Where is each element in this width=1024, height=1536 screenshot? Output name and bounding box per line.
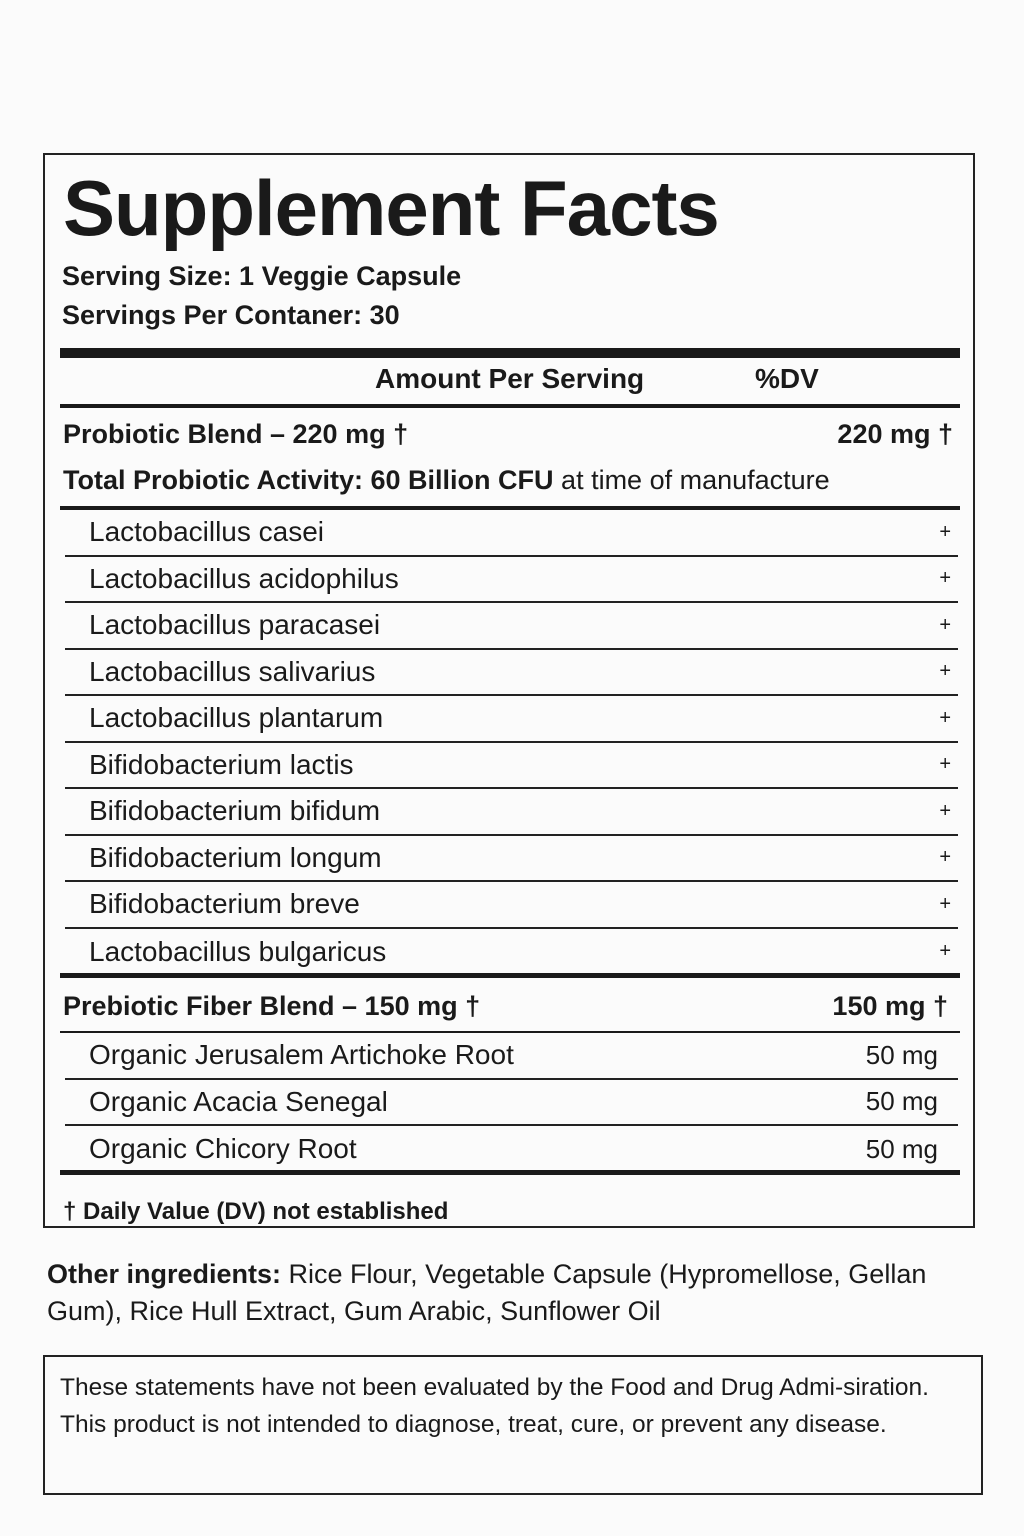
serving-size: Serving Size: 1 Veggie Capsule [62,261,462,291]
ingredient-amount: + [939,660,951,683]
ingredient-row [65,696,958,743]
ingredient-row [65,1126,958,1173]
ingredient-row [65,836,958,883]
ingredient-name: Lactobacillus bulgaricus [89,935,387,967]
prebiotic-blend-label: Prebiotic Fiber Blend – 150 mg † [63,991,481,1021]
ingredient-row [65,650,958,697]
ingredient-amount: + [939,520,951,543]
thick-divider [60,973,960,978]
dv-header: %DV [755,363,819,394]
fda-disclaimer: These statements have not been evaluated by the Food and Drug Admi-siration. This product is not intended to diagnose, treat, cure, or prevent any disease. [43,1355,983,1495]
ingredient-name: Lactobacillus plantarum [89,702,384,734]
footnote: † Daily Value (DV) not established [63,1198,449,1225]
activity-rest: at time of manufacture [553,465,830,495]
ingredient-amount: 50 mg [865,1133,938,1164]
probiotic-blend-dv: 220 mg † [837,419,953,449]
ingredient-row [65,929,958,976]
ingredient-name: Bifidobacterium longum [89,841,382,873]
thick-divider [60,348,960,358]
amount-header: Amount Per Serving [375,363,645,394]
probiotic-blend-row [63,419,953,450]
ingredient-name: Lactobacillus salivarius [89,655,376,687]
ingredient-row [65,557,958,604]
ingredient-row [65,743,958,790]
activity-bold: Total Probiotic Activity: 60 Billion CFU [63,465,554,495]
ingredient-row [65,1080,958,1127]
ingredient-name: Organic Chicory Root [89,1133,357,1165]
panel-title: Supplement Facts [63,164,719,252]
supplement-facts-panel [43,153,975,1228]
ingredient-name: Lactobacillus acidophilus [89,562,399,594]
ingredient-name: Bifidobacterium lactis [89,748,354,780]
prebiotic-blend-row [63,991,948,1022]
ingredient-amount: + [939,706,951,729]
servings-per-container: Servings Per Contaner: 30 [62,300,400,330]
ingredient-row [65,882,958,929]
thick-divider [60,1170,960,1175]
other-ingredients [47,1256,967,1330]
ingredient-amount: + [939,567,951,590]
prebiotic-blend-dv: 150 mg † [832,991,948,1021]
divider [60,404,960,408]
ingredient-amount: 50 mg [865,1086,938,1117]
other-ingredients-label: Other ingredients: [47,1259,282,1289]
ingredient-name: Organic Jerusalem Artichoke Root [89,1039,514,1071]
ingredient-row [65,789,958,836]
ingredient-name: Bifidobacterium breve [89,888,360,920]
ingredient-name: Organic Acacia Senegal [89,1085,388,1117]
ingredient-amount: + [939,846,951,869]
ingredient-name: Lactobacillus paracasei [89,609,381,641]
ingredient-row [65,1033,958,1080]
ingredient-name: Lactobacillus casei [89,516,325,548]
ingredient-amount: 50 mg [865,1039,938,1070]
probiotic-blend-label: Probiotic Blend – 220 mg † [63,419,409,449]
ingredient-row [65,603,958,650]
ingredient-name: Bifidobacterium bifidum [89,795,381,827]
probiotic-activity [63,465,937,496]
other-ingredients-text: Rice Flour, Vegetable Capsule (Hypromellose, Gellan Gum), Rice Hull Extract, Gum Arabic, Sunflower Oil [47,1259,927,1326]
ingredient-amount: + [939,799,951,822]
ingredient-row [65,510,958,557]
ingredient-amount: + [939,753,951,776]
ingredient-amount: + [939,892,951,915]
ingredient-amount: + [939,613,951,636]
ingredient-amount: + [939,940,951,963]
